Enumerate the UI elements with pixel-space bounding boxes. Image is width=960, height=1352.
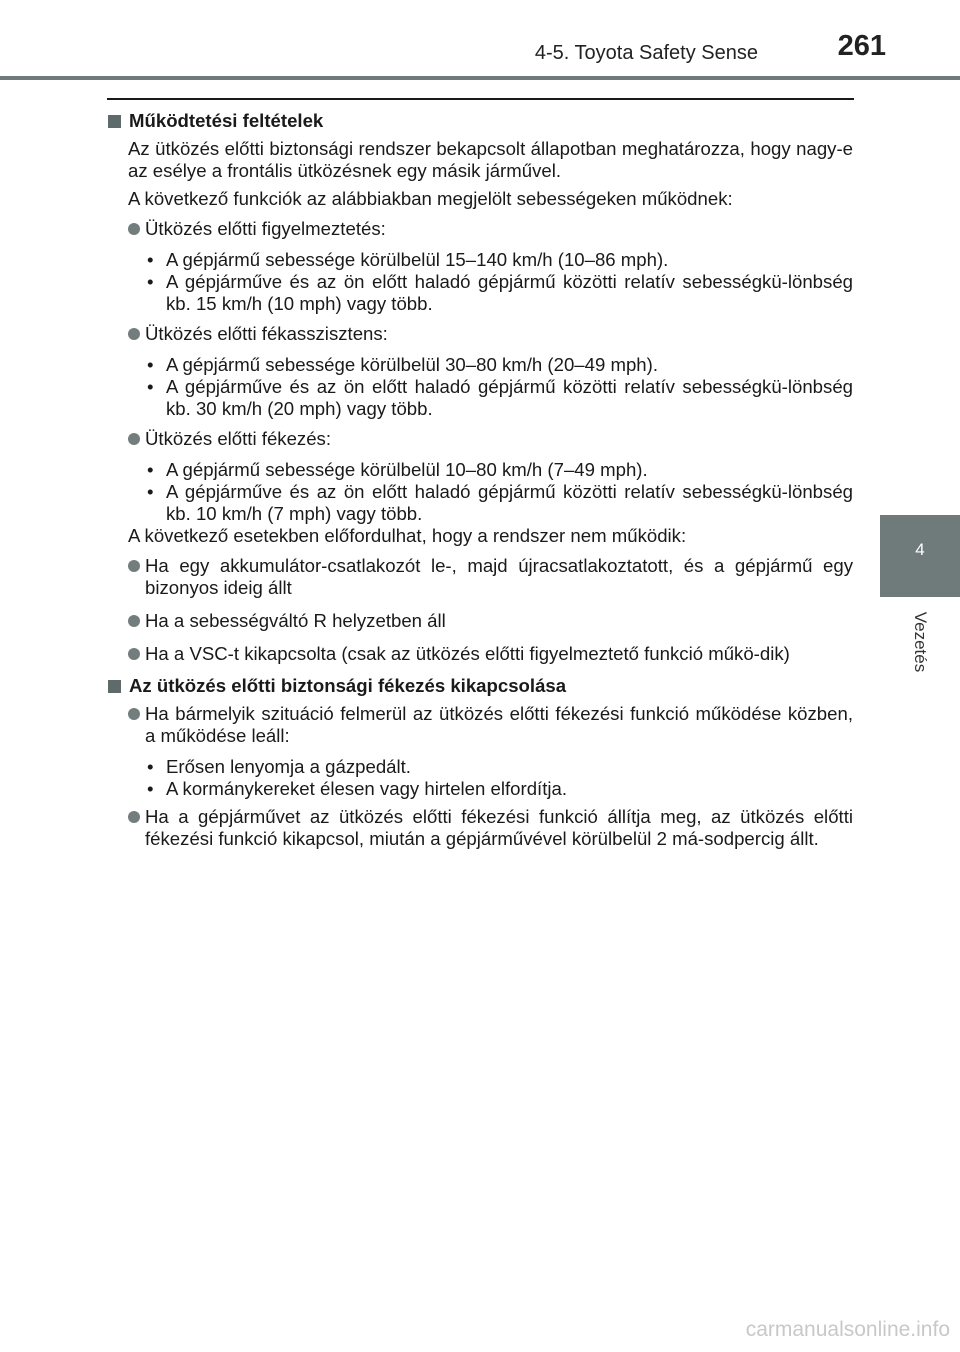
bullet-mark: • — [147, 481, 154, 502]
round-bullet-icon — [128, 560, 140, 572]
bullet-item — [107, 756, 853, 778]
cases-lead-paragraph: A következő esetekben előfordulhat, hogy a rendszer nem működik: — [128, 525, 687, 546]
bullet-list — [107, 354, 853, 420]
bullet-mark: • — [147, 354, 154, 375]
function-item-brake-assist — [107, 323, 853, 345]
function-item-warning — [107, 218, 853, 240]
bullet-mark: • — [147, 459, 154, 480]
speed-lead-paragraph: A következő funkciók az alábbiakban megjelölt sebességeken működnek: — [128, 188, 733, 209]
chapter-tab: 4 — [880, 515, 960, 597]
case-text: Ha a sebességváltó R helyzetben áll — [145, 610, 446, 631]
bullet-mark: • — [147, 249, 154, 270]
bullet-item — [107, 249, 853, 271]
bullet-list — [107, 249, 853, 315]
disable-item — [107, 703, 853, 747]
bullet-list — [107, 756, 853, 800]
function-item-braking — [107, 428, 853, 450]
bullet-item — [107, 271, 853, 315]
bullet-item — [107, 481, 853, 525]
bullet-text: A kormánykereket élesen vagy hirtelen elfordítja. — [166, 778, 568, 799]
round-bullet-icon — [128, 615, 140, 627]
bullet-text: A gépjármű sebessége körülbelül 10–80 km/h (7–49 mph). — [166, 459, 648, 480]
bullet-mark: • — [147, 756, 154, 777]
round-bullet-icon — [128, 648, 140, 660]
chapter-label-text: Vezetés — [911, 611, 930, 673]
disable-item — [107, 806, 853, 850]
intro-paragraph: Az ütközés előtti biztonsági rendszer bekapcsolt állapotban meghatározza, hogy nagy-e az esélye a frontális ütközésnek egy másik járművel. — [128, 138, 853, 181]
header-section-title: 4-5. Toyota Safety Sense — [534, 42, 758, 64]
page-number: 261 — [837, 30, 886, 62]
bullet-text: A gépjárműve és az ön előtt haladó gépjármű közötti relatív sebességkü-lönbség kb. 15 km/h (10 mph) vagy több. — [166, 271, 853, 314]
bullet-text: A gépjármű sebessége körülbelül 15–140 km/h (10–86 mph). — [166, 249, 669, 270]
bullet-item — [107, 459, 853, 481]
bullet-mark: • — [147, 271, 154, 292]
bullet-text: A gépjárműve és az ön előtt haladó gépjármű közötti relatív sebességkü-lönbség kb. 30 km/h (20 mph) vagy több. — [166, 376, 853, 419]
case-item — [107, 643, 853, 665]
bullet-mark: • — [147, 778, 154, 799]
section-heading-disable — [107, 675, 853, 697]
square-bullet-icon — [108, 680, 121, 693]
bullet-text: A gépjárműve és az ön előtt haladó gépjármű közötti relatív sebességkü-lönbség kb. 10 km/h (7 mph) vagy több. — [166, 481, 853, 524]
round-bullet-icon — [128, 223, 140, 235]
function-label: Ütközés előtti fékasszisztens: — [145, 323, 388, 344]
bullet-text: A gépjármű sebessége körülbelül 30–80 km/h (20–49 mph). — [166, 354, 658, 375]
function-label: Ütközés előtti fékezés: — [145, 428, 332, 449]
bullet-mark: • — [147, 376, 154, 397]
square-bullet-icon — [108, 115, 121, 128]
case-item — [107, 555, 853, 599]
chapter-label — [880, 600, 960, 690]
round-bullet-icon — [128, 328, 140, 340]
round-bullet-icon — [128, 433, 140, 445]
bullet-item — [107, 354, 853, 376]
content-rule — [107, 98, 854, 100]
bullet-item — [107, 376, 853, 420]
function-label: Ütközés előtti figyelmeztetés: — [145, 218, 386, 239]
round-bullet-icon — [128, 811, 140, 823]
bullet-list — [107, 459, 853, 525]
case-item — [107, 610, 853, 632]
section-heading-conditions — [107, 110, 853, 132]
bullet-text: Erősen lenyomja a gázpedált. — [166, 756, 411, 777]
disable-text: Ha bármelyik szituáció felmerül az ütközés előtti fékezési funkció működése közben, a működése leáll: — [145, 703, 853, 746]
round-bullet-icon — [128, 708, 140, 720]
case-text: Ha a VSC-t kikapcsolta (csak az ütközés előtti figyelmeztető funkció műkö-dik) — [145, 643, 790, 664]
page-content — [107, 106, 853, 850]
header-rule — [0, 76, 960, 80]
heading-text: Működtetési feltételek — [129, 110, 324, 131]
watermark: carmanualsonline.info — [745, 1318, 950, 1341]
disable-text: Ha a gépjárművet az ütközés előtti fékezési funkció állítja meg, az ütközés előtti fékezési funkció kikapcsol, miután a gépjárművével körülbelül 2 má-sodpercig állt. — [145, 806, 853, 849]
bullet-item — [107, 778, 853, 800]
case-text: Ha egy akkumulátor-csatlakozót le-, majd újracsatlakoztatott, és a gépjármű egy bizonyos ideig állt — [145, 555, 853, 598]
heading-text: Az ütközés előtti biztonsági fékezés kikapcsolása — [129, 675, 567, 696]
